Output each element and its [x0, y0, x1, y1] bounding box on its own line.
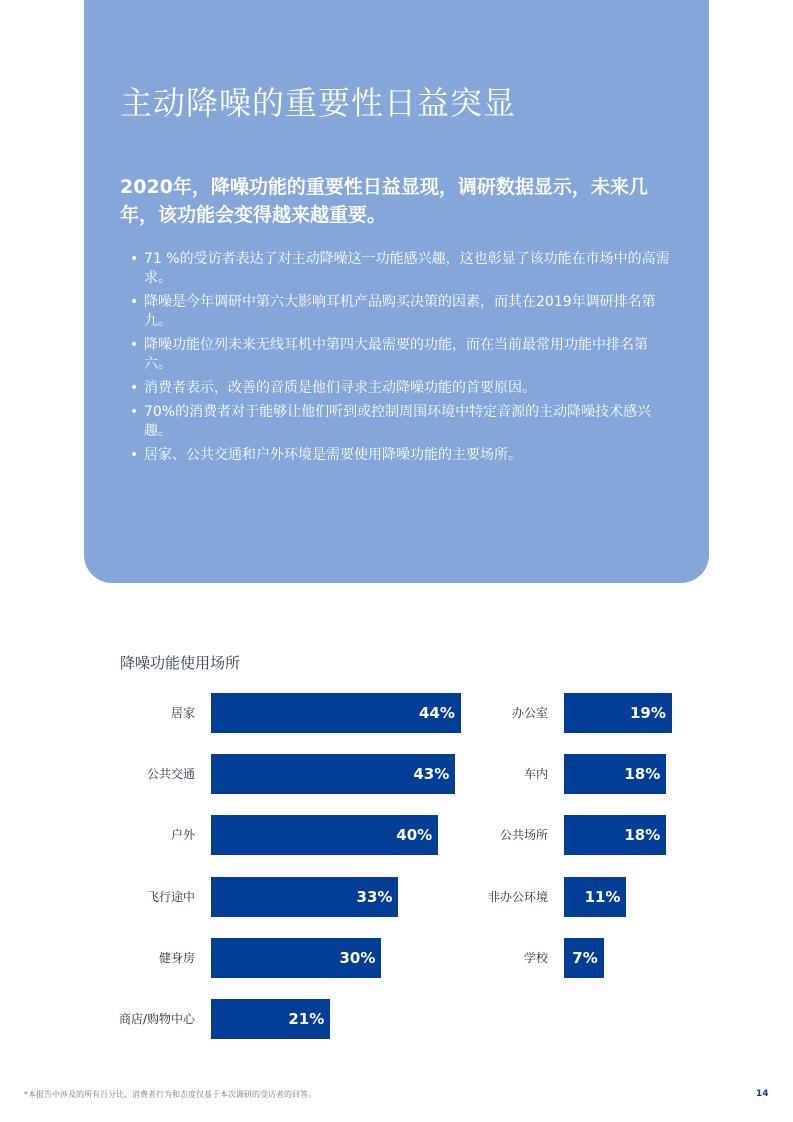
bar-value-label: 19% — [630, 704, 666, 722]
bar-category-label: 居家 — [170, 706, 195, 720]
bar-category-label: 健身房 — [158, 950, 195, 965]
bar-value-label: 11% — [584, 887, 621, 906]
bar-category-label: 公共场所 — [499, 828, 548, 843]
bar — [564, 693, 672, 733]
bar-value-label: 21% — [288, 1010, 325, 1028]
bullet-item: • 消费者表示，改善的音质是他们寻求主动降噪功能的首要原因。 — [130, 379, 670, 398]
bar-category-label: 公共交通 — [146, 767, 195, 782]
bar-category-label: 学校 — [523, 950, 548, 965]
bullet-item: • 70%的消费者对于能够让他们听到或控制周围环境中特定音源的主动降噪技术感兴趣。 — [130, 403, 670, 441]
bar — [564, 754, 666, 794]
bar — [211, 754, 455, 794]
bar-value-label: 33% — [356, 887, 393, 906]
bullet-list — [130, 250, 670, 470]
bar — [211, 693, 461, 733]
bar-value-label: 18% — [624, 826, 661, 845]
bar-value-label: 44% — [419, 704, 455, 722]
chart-title: 降噪功能使用场所 — [120, 654, 241, 672]
bar — [564, 877, 626, 917]
bar-category-label: 非办公环境 — [487, 889, 548, 904]
bar — [564, 815, 666, 855]
panel-subtitle: 2020年，降噪功能的重要性日益显现，调研数据显示，未来几年，该功能会变得越来越重要。 — [120, 176, 648, 226]
page-title: 主动降噪的重要性日益突显 — [120, 84, 517, 122]
bar-category-label: 办公室 — [511, 706, 548, 720]
bar — [211, 815, 438, 855]
page-number: 14 — [756, 1089, 769, 1099]
bar-value-label: 40% — [396, 826, 433, 845]
bullet-item: • 居家、公共交通和户外环境是需要使用降噪功能的主要场所。 — [130, 446, 670, 465]
bar-value-label: 30% — [339, 948, 376, 967]
bullet-item: • 71 %的受访者表达了对主动降噪这一功能感兴趣，这也彰显了该功能在市场中的高需求。 — [130, 250, 670, 288]
bullet-item: • 降噪是今年调研中第六大影响耳机产品购买决策的因素，而其在2019年调研排名第九。 — [130, 293, 670, 331]
bar-value-label: 43% — [413, 765, 450, 784]
bar-category-label: 商店/购物中心 — [118, 1012, 195, 1026]
bar — [211, 999, 330, 1039]
bar — [564, 938, 604, 978]
bar-category-label: 飞行途中 — [146, 889, 195, 904]
bar-value-label: 7% — [572, 948, 598, 967]
bar — [211, 938, 381, 978]
bar-value-label: 18% — [624, 765, 661, 784]
bullet-item: • 降噪功能位列未来无线耳机中第四大最需要的功能，而在当前最常用功能中排名第六。 — [130, 336, 670, 374]
footnote: *本报告中涉及的所有百分比、消费者行为和态度仅基于本次调研的受访者的回答。 — [24, 1090, 316, 1099]
bar-category-label: 户外 — [170, 828, 195, 843]
bar-category-label: 车内 — [523, 767, 548, 782]
bar — [211, 877, 398, 917]
